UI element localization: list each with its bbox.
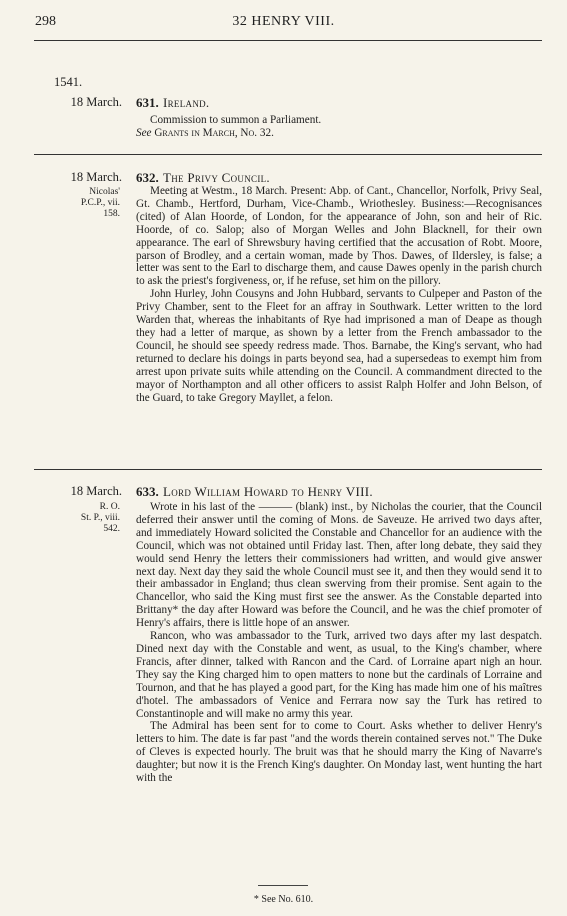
source-line: P.C.P., vii. (80, 198, 120, 208)
entry-body (136, 185, 542, 404)
cross-reference (136, 127, 274, 140)
source-reference (40, 187, 120, 220)
source-line: 158. (103, 209, 120, 219)
source-line: Nicolas' (89, 187, 120, 197)
entry-date: 18 March. (70, 170, 122, 184)
footnote: * See No. 610. (253, 894, 314, 905)
running-header (0, 14, 567, 34)
see-word: See (136, 127, 152, 139)
paragraph: The Admiral has been sent for to come to Court. Asks whether to deliver Henry's letters to him. The date is far past "and the words therein contained serves not." The Duke of Cleves is expected hourly. The bruit was that he should marry the King of Navarre's daughter; but now it is the French King's daughter. On Monday last, went hunting the hart with the (136, 720, 542, 785)
year-label: 1541. (54, 75, 83, 89)
entry-number: 631. (136, 95, 159, 110)
entry-title: The Privy Council. (163, 170, 270, 185)
entry-date: 18 March. (70, 95, 122, 109)
source-line: 542. (103, 524, 120, 534)
paragraph: Meeting at Westm., 18 March. Present: Abp. of Cant., Chancellor, Norfolk, Privy Seal, Gt. Chamb., Hertford, Durham, Vice-Chamb., Wriothesley. Business:—Recognisances (cited) of Alan Hoorde, of London, for the appearance of John, son and heir of Ric. Hoorde, of co. Salop; also of Morgan Welles and John Blacknell, for their own appearance. The earl of Shrewsbury having certified that the accusation of Robt. Moore, parson of Brodley, and a certain woman, made by Thos. Dawes, of Ildersley, is false; a letter was sent to the Earl to discharge them, and cause Dawes openly in the parish church to ask the priest's forgiveness, or, if he refuse, set him on the pillory. (136, 185, 542, 288)
paragraph: Rancon, who was ambassador to the Turk, arrived two days after my last despatch. Dined next day with the Constable and went, as usual, to the King's chamber, where Francis, after dinner, talked with Rancon and the Card. of Lorraine apart nigh an hour. They say the King charged him to open matters to none but the cardinals of Lorraine and Tournon, and that he has played a good part, for the King has made him one of his maîtres d'hotel. The ambassadors of Venice and Ferrara now say the Turk has retired to Constantinople and will make no army this year. (136, 630, 542, 720)
header-rule (34, 40, 542, 41)
source-reference (40, 502, 120, 535)
paragraph: Wrote in his last of the ——— (blank) inst., by Nicholas the courier, that the Council deferred their answer until the coming of Mons. de Saveuze. He arrived two days after, and immediately Howard solicited the Constable and Chancellor for an audience with the Council, which was not obtained until Friday last. Then, after long debate, they said they would send Henry the letters their commissioners had written, and would give answer next day. Next day they said the whole Council must see it, and then they would send it to their ambassador in England; thus clean swerving from their promise. Sent again to the Chancellor, who said the King must first see the answer. As the Constable departed into Brittany* the day after Howard was before the Council, and he was the chief promoter of Henry's affairs, there is little hope of an answer. (136, 501, 542, 630)
source-line: R. O. (99, 502, 120, 512)
footnote-rule (258, 885, 308, 886)
entry-date: 18 March. (70, 484, 122, 498)
page-number: 298 (35, 14, 56, 29)
section-rule (34, 469, 542, 470)
entry-title: Ireland. (163, 95, 210, 110)
running-title: 32 HENRY VIII. (232, 14, 335, 29)
paragraph: John Hurley, John Cousyns and John Hubbard, servants to Culpeper and Paston of the Privy Chamber, sent to the Fleet for an affray in Southwark. Letter written to the lord Warden that, whereas the inhabitants of Rye had imprisoned a man of Deape as though they had a letter of marque, as shown by a letter from the French ambassador to the Council, he should see speedy redress made. Thos. Barnabe, the King's servant, who had returned to declare his doings in parts beyond sea, had a supersedeas to exempt him from arrest upon private suits while attending on the Council. A commandment directed to the mayor of Northampton and all other officers to assist Ralph Holfer and John Belson, of the Guard, to take Gregory Mayllet, a felon. (136, 288, 542, 404)
section-rule (34, 154, 542, 155)
entry-number: 632. (136, 170, 159, 185)
source-line: St. P., viii. (80, 513, 120, 523)
entry-title: Lord William Howard to Henry VIII. (163, 484, 373, 499)
see-target: Grants in March, No. 32. (151, 127, 274, 139)
entry-body (136, 501, 542, 785)
entry-text: Commission to summon a Parliament. (150, 114, 322, 126)
entry-number: 633. (136, 484, 159, 499)
